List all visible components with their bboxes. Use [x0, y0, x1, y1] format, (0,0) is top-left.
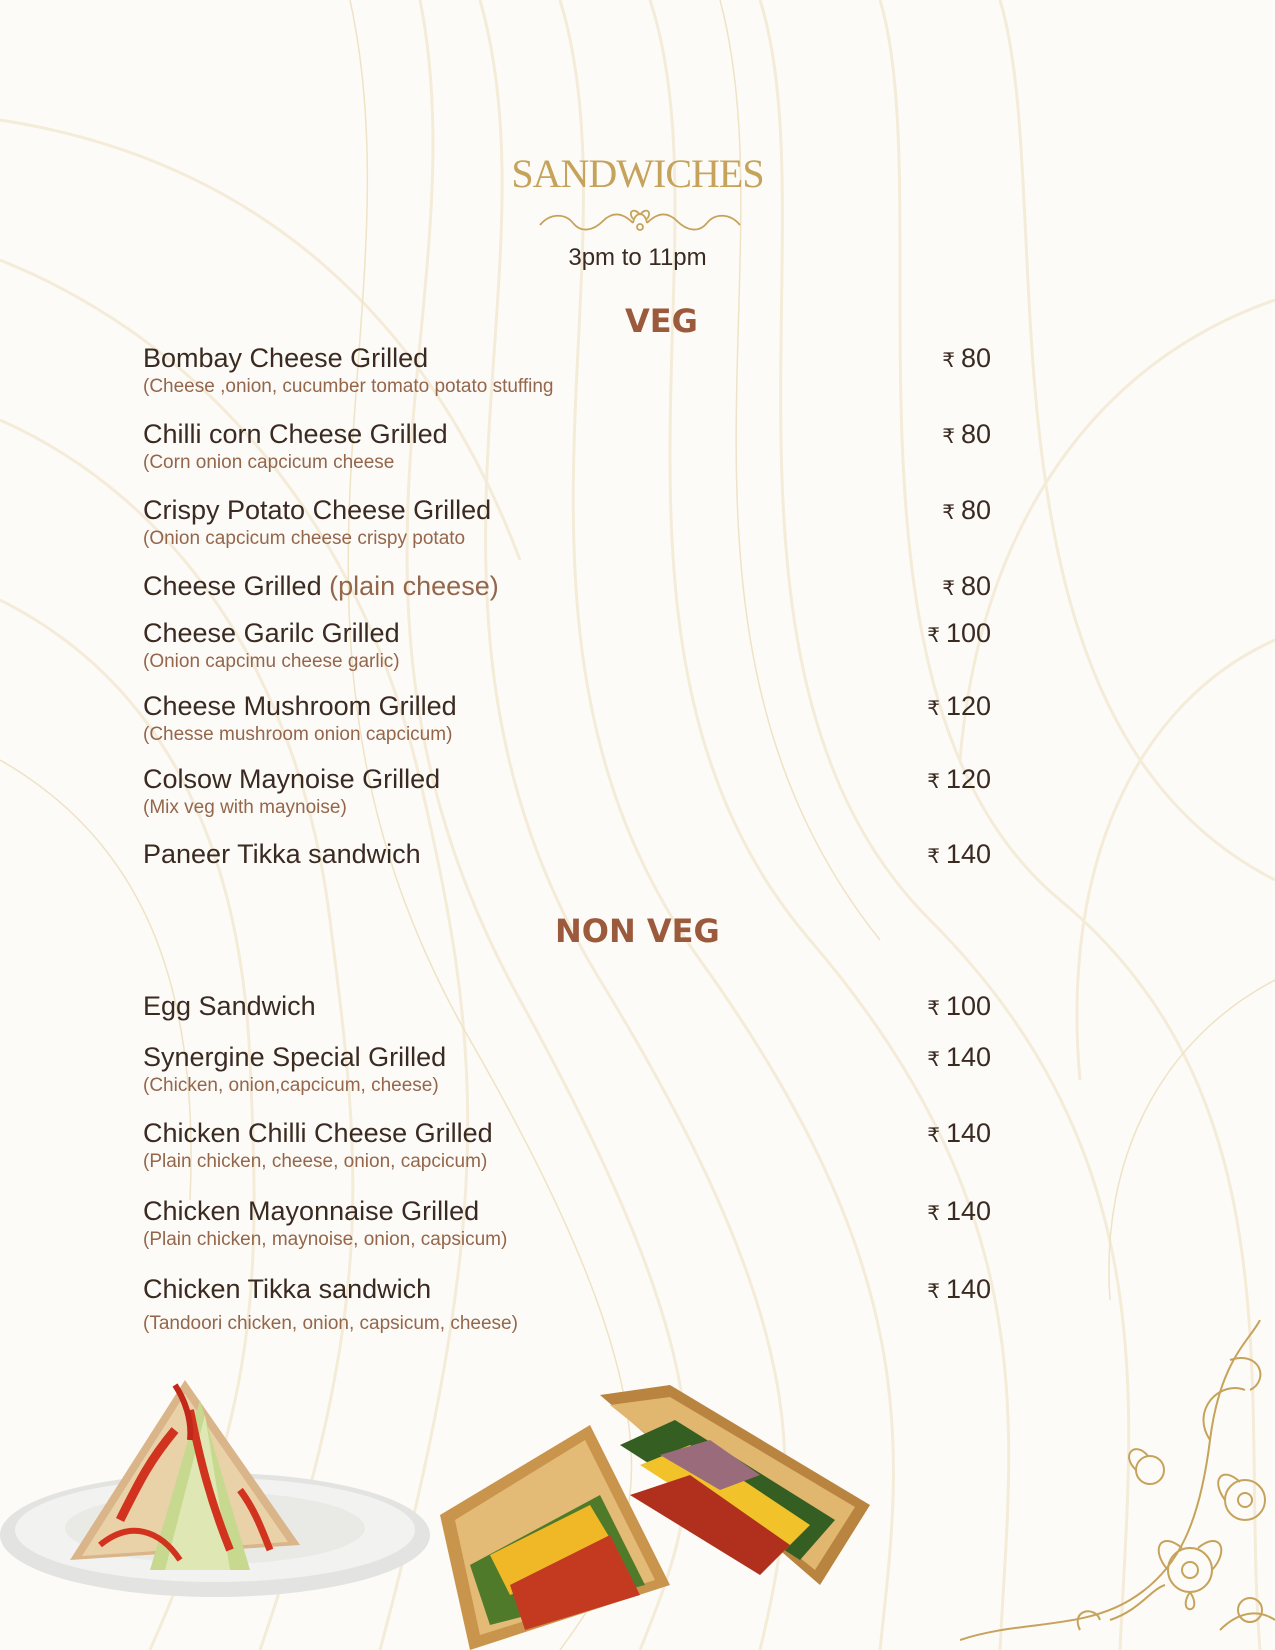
- rupee-symbol: ₹: [927, 771, 940, 793]
- item-price: [927, 618, 991, 651]
- rupee-symbol: ₹: [927, 1125, 940, 1147]
- title-flourish-ornament: [535, 207, 745, 235]
- item-price: [927, 1274, 991, 1307]
- item-name: [143, 571, 991, 601]
- rupee-symbol: ₹: [927, 698, 940, 720]
- item-price: [927, 691, 991, 724]
- item-name: Chilli corn Cheese Grilled: [143, 419, 448, 449]
- price-value: 140: [945, 839, 991, 869]
- item-price: [927, 839, 991, 872]
- rupee-symbol: ₹: [942, 578, 955, 600]
- item-name-text: Cheese Grilled: [143, 571, 322, 601]
- item-price: [942, 571, 991, 604]
- item-price: [927, 1118, 991, 1151]
- rupee-symbol: ₹: [942, 350, 955, 372]
- price-value: 100: [945, 618, 991, 648]
- rupee-symbol: ₹: [927, 1281, 940, 1303]
- rupee-symbol: ₹: [927, 1049, 940, 1071]
- item-description: (Chesse mushroom onion capcicum): [143, 724, 453, 745]
- section-title-veg: VEG: [625, 302, 698, 340]
- serving-hours: 3pm to 11pm: [568, 244, 707, 271]
- item-description: (Cheese ,onion, cucumber tomato potato stuffing: [143, 376, 554, 397]
- item-name: Synergine Special Grilled: [143, 1042, 447, 1072]
- menu-item: [143, 618, 991, 674]
- item-description: (Chicken, onion,capcicum, cheese): [143, 1075, 439, 1096]
- rupee-symbol: ₹: [927, 998, 940, 1020]
- menu-item: [143, 764, 991, 820]
- item-description: (Onion capcicum cheese crispy potato: [143, 528, 466, 549]
- sandwich-plate-photo: [0, 1370, 440, 1620]
- menu-item: [143, 495, 991, 551]
- item-price: [927, 1196, 991, 1229]
- menu-item: [143, 1042, 991, 1098]
- price-value: 80: [960, 571, 991, 601]
- price-value: 80: [960, 419, 991, 449]
- item-price: [927, 1042, 991, 1075]
- item-price: [942, 343, 991, 376]
- item-price: [927, 991, 991, 1024]
- menu-item: [143, 419, 991, 475]
- rupee-symbol: ₹: [927, 625, 940, 647]
- menu-item: [143, 1118, 991, 1174]
- menu-item: [143, 991, 991, 1021]
- price-value: 120: [945, 691, 991, 721]
- item-name: Bombay Cheese Grilled: [143, 343, 429, 373]
- item-inline-description: (plain cheese): [329, 571, 499, 601]
- price-value: 120: [945, 764, 991, 794]
- item-price: [942, 419, 991, 452]
- item-description: (Plain chicken, maynoise, onion, capsicum): [143, 1229, 508, 1250]
- price-value: 140: [945, 1118, 991, 1148]
- club-sandwich-photo: [430, 1385, 880, 1650]
- menu-item: [143, 839, 991, 869]
- price-value: 80: [960, 343, 991, 373]
- rupee-symbol: ₹: [942, 426, 955, 448]
- item-name: Paneer Tikka sandwich: [143, 839, 421, 869]
- menu-item: [143, 343, 991, 399]
- item-description: (Tandoori chicken, onion, capsicum, cheese): [143, 1313, 518, 1334]
- price-value: 80: [960, 495, 991, 525]
- item-name: Chicken Mayonnaise Grilled: [143, 1196, 480, 1226]
- item-name: Chicken Chilli Cheese Grilled: [143, 1118, 493, 1148]
- menu-item: [143, 1274, 991, 1336]
- item-description: (Plain chicken, cheese, onion, capcicum): [143, 1151, 488, 1172]
- section-title-non-veg: NON VEG: [555, 912, 720, 950]
- item-price: [927, 764, 991, 797]
- floral-ornament: [960, 1320, 1275, 1650]
- menu-item: [143, 1196, 991, 1252]
- item-name: Cheese Garilc Grilled: [143, 618, 400, 648]
- price-value: 100: [945, 991, 991, 1021]
- item-name: Chicken Tikka sandwich: [143, 1274, 432, 1304]
- rupee-symbol: ₹: [927, 1203, 940, 1225]
- item-name: Cheese Mushroom Grilled: [143, 691, 457, 721]
- price-value: 140: [945, 1196, 991, 1226]
- item-description: (Mix veg with maynoise): [143, 797, 347, 818]
- item-price: [942, 495, 991, 528]
- price-value: 140: [945, 1042, 991, 1072]
- item-description: (Corn onion capcicum cheese: [143, 452, 395, 473]
- item-name: Crispy Potato Cheese Grilled: [143, 495, 492, 525]
- item-description: (Onion capcimu cheese garlic): [143, 651, 400, 672]
- price-value: 140: [945, 1274, 991, 1304]
- item-name: Colsow Maynoise Grilled: [143, 764, 441, 794]
- menu-title: SANDWICHES: [511, 151, 764, 196]
- menu-item: [143, 691, 991, 747]
- rupee-symbol: ₹: [927, 846, 940, 868]
- item-name: Egg Sandwich: [143, 991, 316, 1021]
- menu-item: [143, 571, 991, 601]
- rupee-symbol: ₹: [942, 502, 955, 524]
